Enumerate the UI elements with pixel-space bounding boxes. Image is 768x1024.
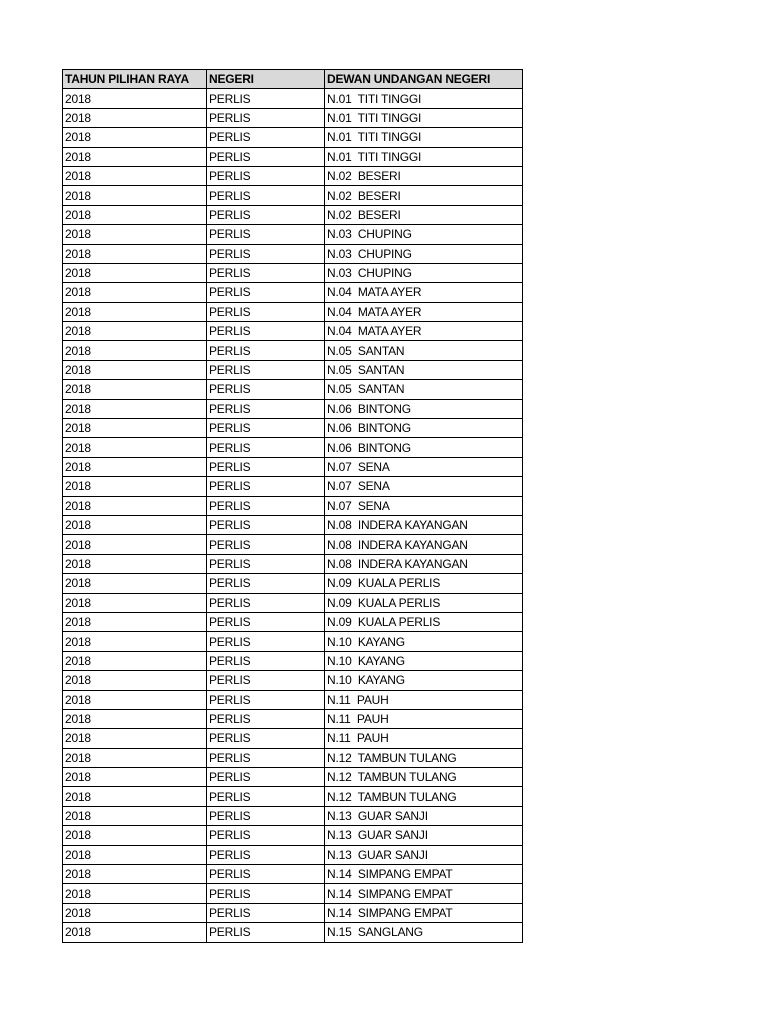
cell-tahun: 2018: [63, 341, 207, 360]
cell-tahun: 2018: [63, 360, 207, 379]
cell-tahun: 2018: [63, 923, 207, 942]
cell-tahun: 2018: [63, 302, 207, 321]
cell-dun: N.01 TITI TINGGI: [325, 147, 523, 166]
table-row: [63, 186, 523, 205]
cell-negeri: PERLIS: [207, 729, 325, 748]
cell-tahun: 2018: [63, 671, 207, 690]
cell-negeri: PERLIS: [207, 496, 325, 515]
cell-dun: N.08 INDERA KAYANGAN: [325, 535, 523, 554]
cell-negeri: PERLIS: [207, 457, 325, 476]
table-row: [63, 302, 523, 321]
cell-negeri: PERLIS: [207, 108, 325, 127]
cell-negeri: PERLIS: [207, 612, 325, 631]
cell-tahun: 2018: [63, 128, 207, 147]
table-row: [63, 593, 523, 612]
header-row: [63, 70, 523, 89]
cell-dun: N.03 CHUPING: [325, 263, 523, 282]
cell-tahun: 2018: [63, 205, 207, 224]
cell-dun: N.10 KAYANG: [325, 632, 523, 651]
cell-tahun: 2018: [63, 787, 207, 806]
table-row: [63, 496, 523, 515]
table-row: [63, 128, 523, 147]
cell-dun: N.02 BESERI: [325, 205, 523, 224]
cell-tahun: 2018: [63, 225, 207, 244]
cell-negeri: PERLIS: [207, 360, 325, 379]
cell-negeri: PERLIS: [207, 923, 325, 942]
table-row: [63, 768, 523, 787]
cell-tahun: 2018: [63, 108, 207, 127]
cell-dun: N.12 TAMBUN TULANG: [325, 787, 523, 806]
cell-negeri: PERLIS: [207, 806, 325, 825]
cell-negeri: PERLIS: [207, 593, 325, 612]
table-row: [63, 457, 523, 476]
cell-tahun: 2018: [63, 322, 207, 341]
cell-tahun: 2018: [63, 244, 207, 263]
cell-dun: N.06 BINTONG: [325, 438, 523, 457]
table-row: [63, 438, 523, 457]
cell-dun: N.13 GUAR SANJI: [325, 826, 523, 845]
cell-negeri: PERLIS: [207, 225, 325, 244]
cell-tahun: 2018: [63, 612, 207, 631]
cell-dun: N.12 TAMBUN TULANG: [325, 748, 523, 767]
table-row: [63, 89, 523, 108]
cell-tahun: 2018: [63, 651, 207, 670]
cell-tahun: 2018: [63, 865, 207, 884]
table-row: [63, 263, 523, 282]
cell-dun: N.01 TITI TINGGI: [325, 89, 523, 108]
cell-dun: N.05 SANTAN: [325, 380, 523, 399]
cell-dun: N.11 PAUH: [325, 690, 523, 709]
cell-negeri: PERLIS: [207, 263, 325, 282]
table-row: [63, 729, 523, 748]
cell-tahun: 2018: [63, 554, 207, 573]
cell-tahun: 2018: [63, 438, 207, 457]
cell-negeri: PERLIS: [207, 380, 325, 399]
cell-tahun: 2018: [63, 89, 207, 108]
cell-dun: N.08 INDERA KAYANGAN: [325, 554, 523, 573]
table-body: [63, 89, 523, 942]
cell-negeri: PERLIS: [207, 709, 325, 728]
table-row: [63, 515, 523, 534]
cell-dun: N.01 TITI TINGGI: [325, 128, 523, 147]
table-row: [63, 787, 523, 806]
cell-negeri: PERLIS: [207, 438, 325, 457]
cell-dun: N.09 KUALA PERLIS: [325, 574, 523, 593]
cell-tahun: 2018: [63, 903, 207, 922]
election-table: [62, 69, 523, 943]
cell-dun: N.13 GUAR SANJI: [325, 845, 523, 864]
cell-tahun: 2018: [63, 419, 207, 438]
table-row: [63, 399, 523, 418]
cell-negeri: PERLIS: [207, 632, 325, 651]
table-header: [63, 70, 523, 89]
cell-tahun: 2018: [63, 748, 207, 767]
table-row: [63, 903, 523, 922]
cell-tahun: 2018: [63, 496, 207, 515]
cell-tahun: 2018: [63, 535, 207, 554]
cell-dun: N.14 SIMPANG EMPAT: [325, 884, 523, 903]
cell-negeri: PERLIS: [207, 322, 325, 341]
cell-negeri: PERLIS: [207, 845, 325, 864]
table-row: [63, 380, 523, 399]
cell-tahun: 2018: [63, 186, 207, 205]
cell-tahun: 2018: [63, 768, 207, 787]
cell-negeri: PERLIS: [207, 477, 325, 496]
table-row: [63, 535, 523, 554]
cell-dun: N.02 BESERI: [325, 166, 523, 185]
cell-tahun: 2018: [63, 457, 207, 476]
cell-negeri: PERLIS: [207, 865, 325, 884]
cell-tahun: 2018: [63, 709, 207, 728]
cell-negeri: PERLIS: [207, 205, 325, 224]
table-row: [63, 147, 523, 166]
table-row: [63, 574, 523, 593]
table-row: [63, 360, 523, 379]
cell-dun: N.03 CHUPING: [325, 244, 523, 263]
cell-negeri: PERLIS: [207, 244, 325, 263]
cell-negeri: PERLIS: [207, 903, 325, 922]
cell-negeri: PERLIS: [207, 515, 325, 534]
header-negeri: NEGERI: [207, 70, 325, 89]
cell-tahun: 2018: [63, 574, 207, 593]
cell-negeri: PERLIS: [207, 89, 325, 108]
table-row: [63, 225, 523, 244]
cell-negeri: PERLIS: [207, 166, 325, 185]
cell-dun: N.12 TAMBUN TULANG: [325, 768, 523, 787]
table-row: [63, 806, 523, 825]
cell-tahun: 2018: [63, 593, 207, 612]
table-row: [63, 419, 523, 438]
cell-tahun: 2018: [63, 166, 207, 185]
cell-dun: N.09 KUALA PERLIS: [325, 593, 523, 612]
cell-dun: N.13 GUAR SANJI: [325, 806, 523, 825]
cell-negeri: PERLIS: [207, 787, 325, 806]
table-row: [63, 690, 523, 709]
cell-dun: N.03 CHUPING: [325, 225, 523, 244]
cell-negeri: PERLIS: [207, 748, 325, 767]
table-row: [63, 322, 523, 341]
cell-tahun: 2018: [63, 826, 207, 845]
cell-tahun: 2018: [63, 845, 207, 864]
cell-dun: N.04 MATA AYER: [325, 322, 523, 341]
table-row: [63, 671, 523, 690]
table-row: [63, 884, 523, 903]
cell-dun: N.01 TITI TINGGI: [325, 108, 523, 127]
cell-negeri: PERLIS: [207, 671, 325, 690]
table-row: [63, 554, 523, 573]
cell-dun: N.14 SIMPANG EMPAT: [325, 865, 523, 884]
cell-dun: N.09 KUALA PERLIS: [325, 612, 523, 631]
cell-dun: N.06 BINTONG: [325, 419, 523, 438]
cell-dun: N.10 KAYANG: [325, 651, 523, 670]
table-row: [63, 632, 523, 651]
header-tahun-pilihan-raya: TAHUN PILIHAN RAYA: [63, 70, 207, 89]
cell-tahun: 2018: [63, 884, 207, 903]
cell-dun: N.04 MATA AYER: [325, 302, 523, 321]
cell-dun: N.02 BESERI: [325, 186, 523, 205]
cell-dun: N.05 SANTAN: [325, 360, 523, 379]
cell-dun: N.07 SENA: [325, 496, 523, 515]
cell-negeri: PERLIS: [207, 574, 325, 593]
table-row: [63, 341, 523, 360]
table-row: [63, 748, 523, 767]
cell-negeri: PERLIS: [207, 690, 325, 709]
cell-tahun: 2018: [63, 515, 207, 534]
table-row: [63, 477, 523, 496]
cell-negeri: PERLIS: [207, 399, 325, 418]
cell-negeri: PERLIS: [207, 341, 325, 360]
cell-dun: N.10 KAYANG: [325, 671, 523, 690]
table-row: [63, 166, 523, 185]
cell-dun: N.11 PAUH: [325, 709, 523, 728]
cell-tahun: 2018: [63, 283, 207, 302]
table-row: [63, 709, 523, 728]
cell-negeri: PERLIS: [207, 128, 325, 147]
cell-tahun: 2018: [63, 729, 207, 748]
cell-tahun: 2018: [63, 380, 207, 399]
table-row: [63, 651, 523, 670]
cell-dun: N.05 SANTAN: [325, 341, 523, 360]
header-dewan-undangan-negeri: DEWAN UNDANGAN NEGERI: [325, 70, 523, 89]
cell-dun: N.14 SIMPANG EMPAT: [325, 903, 523, 922]
cell-negeri: PERLIS: [207, 535, 325, 554]
table-row: [63, 865, 523, 884]
cell-negeri: PERLIS: [207, 147, 325, 166]
cell-dun: N.07 SENA: [325, 457, 523, 476]
cell-negeri: PERLIS: [207, 884, 325, 903]
cell-dun: N.06 BINTONG: [325, 399, 523, 418]
table-row: [63, 845, 523, 864]
table-row: [63, 923, 523, 942]
table-row: [63, 205, 523, 224]
cell-tahun: 2018: [63, 399, 207, 418]
table-row: [63, 612, 523, 631]
cell-dun: N.07 SENA: [325, 477, 523, 496]
cell-negeri: PERLIS: [207, 186, 325, 205]
cell-tahun: 2018: [63, 477, 207, 496]
cell-tahun: 2018: [63, 690, 207, 709]
table-row: [63, 244, 523, 263]
cell-negeri: PERLIS: [207, 554, 325, 573]
cell-negeri: PERLIS: [207, 651, 325, 670]
cell-negeri: PERLIS: [207, 302, 325, 321]
cell-negeri: PERLIS: [207, 283, 325, 302]
cell-dun: N.04 MATA AYER: [325, 283, 523, 302]
cell-dun: N.08 INDERA KAYANGAN: [325, 515, 523, 534]
cell-tahun: 2018: [63, 806, 207, 825]
cell-negeri: PERLIS: [207, 419, 325, 438]
cell-negeri: PERLIS: [207, 826, 325, 845]
cell-dun: N.11 PAUH: [325, 729, 523, 748]
table-row: [63, 283, 523, 302]
cell-negeri: PERLIS: [207, 768, 325, 787]
table-row: [63, 826, 523, 845]
cell-dun: N.15 SANGLANG: [325, 923, 523, 942]
cell-tahun: 2018: [63, 632, 207, 651]
table-row: [63, 108, 523, 127]
cell-tahun: 2018: [63, 263, 207, 282]
cell-tahun: 2018: [63, 147, 207, 166]
